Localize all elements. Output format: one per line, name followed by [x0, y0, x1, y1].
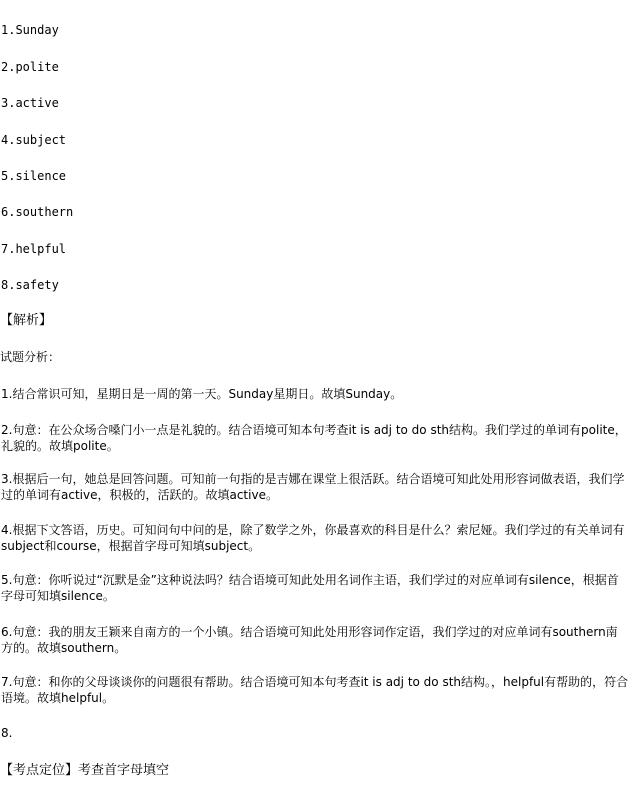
explanation-7: 7.句意：和你的父母谈谈你的问题很有帮助。结合语境可知本句考查it is adj to do sth结构。，helpful有帮助的，符合语境。故填helpful。 [1, 675, 629, 705]
explanation-1: 1.结合常识可知，星期日是一周的第一天。Sunday星期日。故填Sunday。 [1, 387, 403, 401]
analysis-heading: 【解析】 [0, 313, 53, 328]
explanation-4: 4.根据下文答语，历史。可知问句中问的是，除了数学之外，你最喜欢的科目是什么？索尼娅。我们学过的有关单词有subject和course，根据首字母可知填subject。 [1, 523, 625, 553]
key-point-text: 考查首字母填空 [78, 763, 170, 778]
answer-4: 4.subject [1, 133, 67, 147]
explanation-3: 3.根据后一句，她总是回答问题。可知前一句指的是吉娜在课堂上很活跃。结合语境可知此处用形容词做表语，我们学过的单词有active，积极的，活跃的。故填active。 [1, 472, 625, 502]
answer-5: 5.silence [1, 169, 67, 183]
answer-8: 8.safety [1, 278, 59, 292]
explanation-6: 6.句意：我的朋友王颖来自南方的一个小镇。结合语境可知此处用形容词作定语，我们学过的对应单词有southern南方的。故填southern。 [1, 625, 618, 655]
explanation-5: 5.句意：你听说过“沉默是金”这种说法吗？结合语境可知此处用名词作主语，我们学过的对应单词有silence，根据首字母可知填silence。 [1, 573, 619, 603]
answer-6: 6.southern [1, 205, 74, 219]
explanation-8: 8. [1, 726, 13, 740]
key-point [0, 763, 169, 779]
key-point-tag: 【考点定位】 [0, 763, 79, 778]
answer-3: 3.active [1, 96, 59, 110]
answer-2: 2.polite [1, 60, 59, 74]
answer-1: 1.Sunday [1, 23, 59, 37]
analysis-intro: 试题分析： [0, 350, 61, 364]
explanation-2: 2.句意：在公众场合嗓门小一点是礼貌的。结合语境可知本句考查it is adj to do sth结构。我们学过的单词有polite，礼貌的。故填polite。 [1, 423, 627, 453]
answer-7: 7.helpful [1, 242, 67, 256]
